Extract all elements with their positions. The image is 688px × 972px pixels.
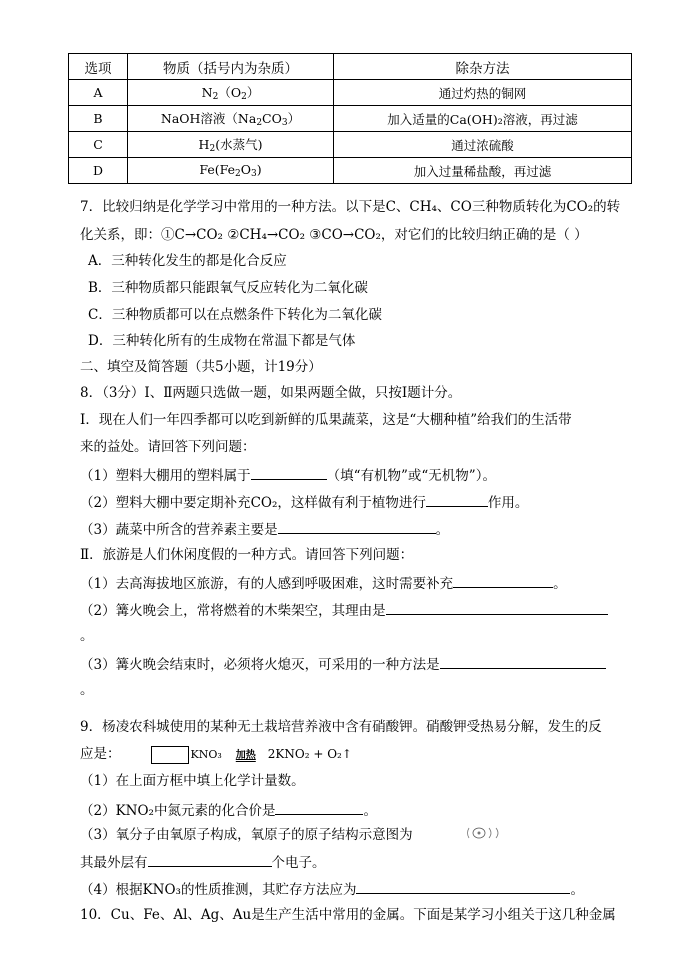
row-option: A bbox=[69, 80, 128, 106]
q8-ii-question-2-end: 。 bbox=[80, 628, 94, 644]
q9-stem-line1: 9．杨凌农科城使用的某种无土栽培营养液中含有硝酸钾。硝酸钾受热易分解，发生的反 bbox=[80, 719, 602, 735]
row-option: B bbox=[69, 106, 128, 132]
q8-ii-stem: Ⅱ．旅游是人们休闲度假的一种方式。请回答下列问题： bbox=[80, 547, 414, 563]
q8-intro: 8．（3分）Ⅰ、Ⅱ两题只选做一题，如果两题全做，只按Ⅰ题计分。 bbox=[80, 385, 462, 401]
table-row bbox=[69, 158, 632, 184]
header-substance: 物质（括号内为杂质） bbox=[128, 54, 334, 80]
q8-i-stem-line2: 来的益处。请回答下列问题： bbox=[80, 439, 256, 455]
table-row bbox=[69, 132, 632, 158]
header-method: 除杂方法 bbox=[334, 54, 632, 80]
q9-question-4: （4）根据KNO₃的性质推测，其贮存方法应为 。 bbox=[80, 879, 584, 899]
row-substance: $Fe(Fe_2O_3)$ bbox=[128, 158, 334, 184]
q7-stem-line2: 化关系，即：①C→CO₂ ②CH₄→CO₂ ③CO→CO₂，对它们的比较归纳正确的是（ ） bbox=[80, 227, 588, 243]
answer-blank[interactable] bbox=[275, 800, 363, 815]
row-method: 通过灼热的铜网 bbox=[334, 80, 632, 106]
row-method: 加入过量稀盐酸，再过滤 bbox=[334, 158, 632, 184]
q8-i-question-2: （2）塑料大棚中要定期补充CO₂，这样做有利于植物进行 作用。 bbox=[80, 492, 528, 512]
answer-blank[interactable] bbox=[426, 492, 488, 507]
heat-condition: 加热 bbox=[235, 750, 256, 761]
q10-stem-line1: 10．Cu、Fe、Al、Ag、Au是生产生活中常用的金属。下面是某学习小组关于这几种金属 bbox=[80, 907, 616, 923]
q8-i-stem-line1: Ⅰ．现在人们一年四季都可以吃到新鲜的瓜果蔬菜，这是“大棚种植”给我们的生活带 bbox=[80, 412, 572, 428]
q8-ii-question-3-end: 。 bbox=[80, 682, 94, 698]
table-header-row bbox=[69, 54, 632, 80]
section-2-heading: 二、填空及简答题（共5小题，计19分） bbox=[80, 359, 322, 375]
row-option: C bbox=[69, 132, 128, 158]
row-method: 通过浓硫酸 bbox=[334, 132, 632, 158]
row-substance: $H_2$(水蒸气) bbox=[128, 132, 334, 158]
answer-blank[interactable] bbox=[386, 600, 608, 615]
answer-blank[interactable] bbox=[453, 573, 553, 588]
q9-question-3: （3）氧分子由氧原子构成，氧原子的原子结构示意图为 bbox=[80, 827, 413, 843]
header-option: 选项 bbox=[69, 54, 128, 80]
table-row bbox=[69, 80, 632, 106]
answer-blank[interactable] bbox=[356, 879, 570, 894]
q9-question-2: （2）KNO₂中氮元素的化合价是 。 bbox=[80, 800, 377, 820]
coefficient-box[interactable] bbox=[151, 746, 189, 764]
q8-ii-question-3: （3）篝火晚会结束时，必须将火熄灭，可采用的一种方法是 bbox=[80, 654, 606, 674]
q8-i-question-3: （3）蔬菜中所含的营养素主要是 。 bbox=[80, 519, 449, 539]
q7-stem-line1: 7．比较归纳是化学学习中常用的一种方法。以下是C、CH₄、CO三种物质转化为CO₂的转 bbox=[80, 199, 621, 215]
answer-blank[interactable] bbox=[278, 519, 436, 534]
row-method: 加入适量的Ca(OH)₂溶液，再过滤 bbox=[334, 106, 632, 132]
row-substance: NaOH溶液$(Na_2CO_3)$ bbox=[128, 106, 334, 132]
q7-option-b: B．三种物质都只能跟氧气反应转化为二氧化碳 bbox=[88, 280, 368, 296]
table-row bbox=[69, 106, 632, 132]
q8-ii-question-1: （1）去高海拔地区旅游，有的人感到呼吸困难，这时需要补充 。 bbox=[80, 573, 567, 593]
answer-blank[interactable] bbox=[148, 852, 272, 867]
impurity-removal-table bbox=[68, 53, 632, 184]
row-substance: $N_2(O_2)$ bbox=[128, 80, 334, 106]
row-option: D bbox=[69, 158, 128, 184]
q9-question-3-cont: 其最外层有 个电子。 bbox=[80, 852, 326, 872]
q7-option-c: C．三种物质都可以在点燃条件下转化为二氧化碳 bbox=[88, 307, 382, 323]
q9-question-1: （1）在上面方框中填上化学计量数。 bbox=[80, 773, 305, 789]
q8-i-question-1: （1）塑料大棚用的塑料属于 （填“有机物”或“无机物”）。 bbox=[80, 465, 496, 485]
q9-equation: 应是： KNO₃ 加热 2KNO₂ + O₂↑ bbox=[80, 746, 352, 762]
answer-blank[interactable] bbox=[440, 654, 606, 669]
answer-blank[interactable] bbox=[251, 465, 327, 480]
q8-ii-question-2: （2）篝火晚会上，常将燃着的木柴架空，其理由是 bbox=[80, 600, 608, 620]
oxygen-atom-structure-icon bbox=[466, 825, 512, 841]
q7-option-a: A．三种转化发生的都是化合反应 bbox=[88, 253, 287, 269]
q7-option-d: D．三种转化所有的生成物在常温下都是气体 bbox=[88, 333, 356, 349]
